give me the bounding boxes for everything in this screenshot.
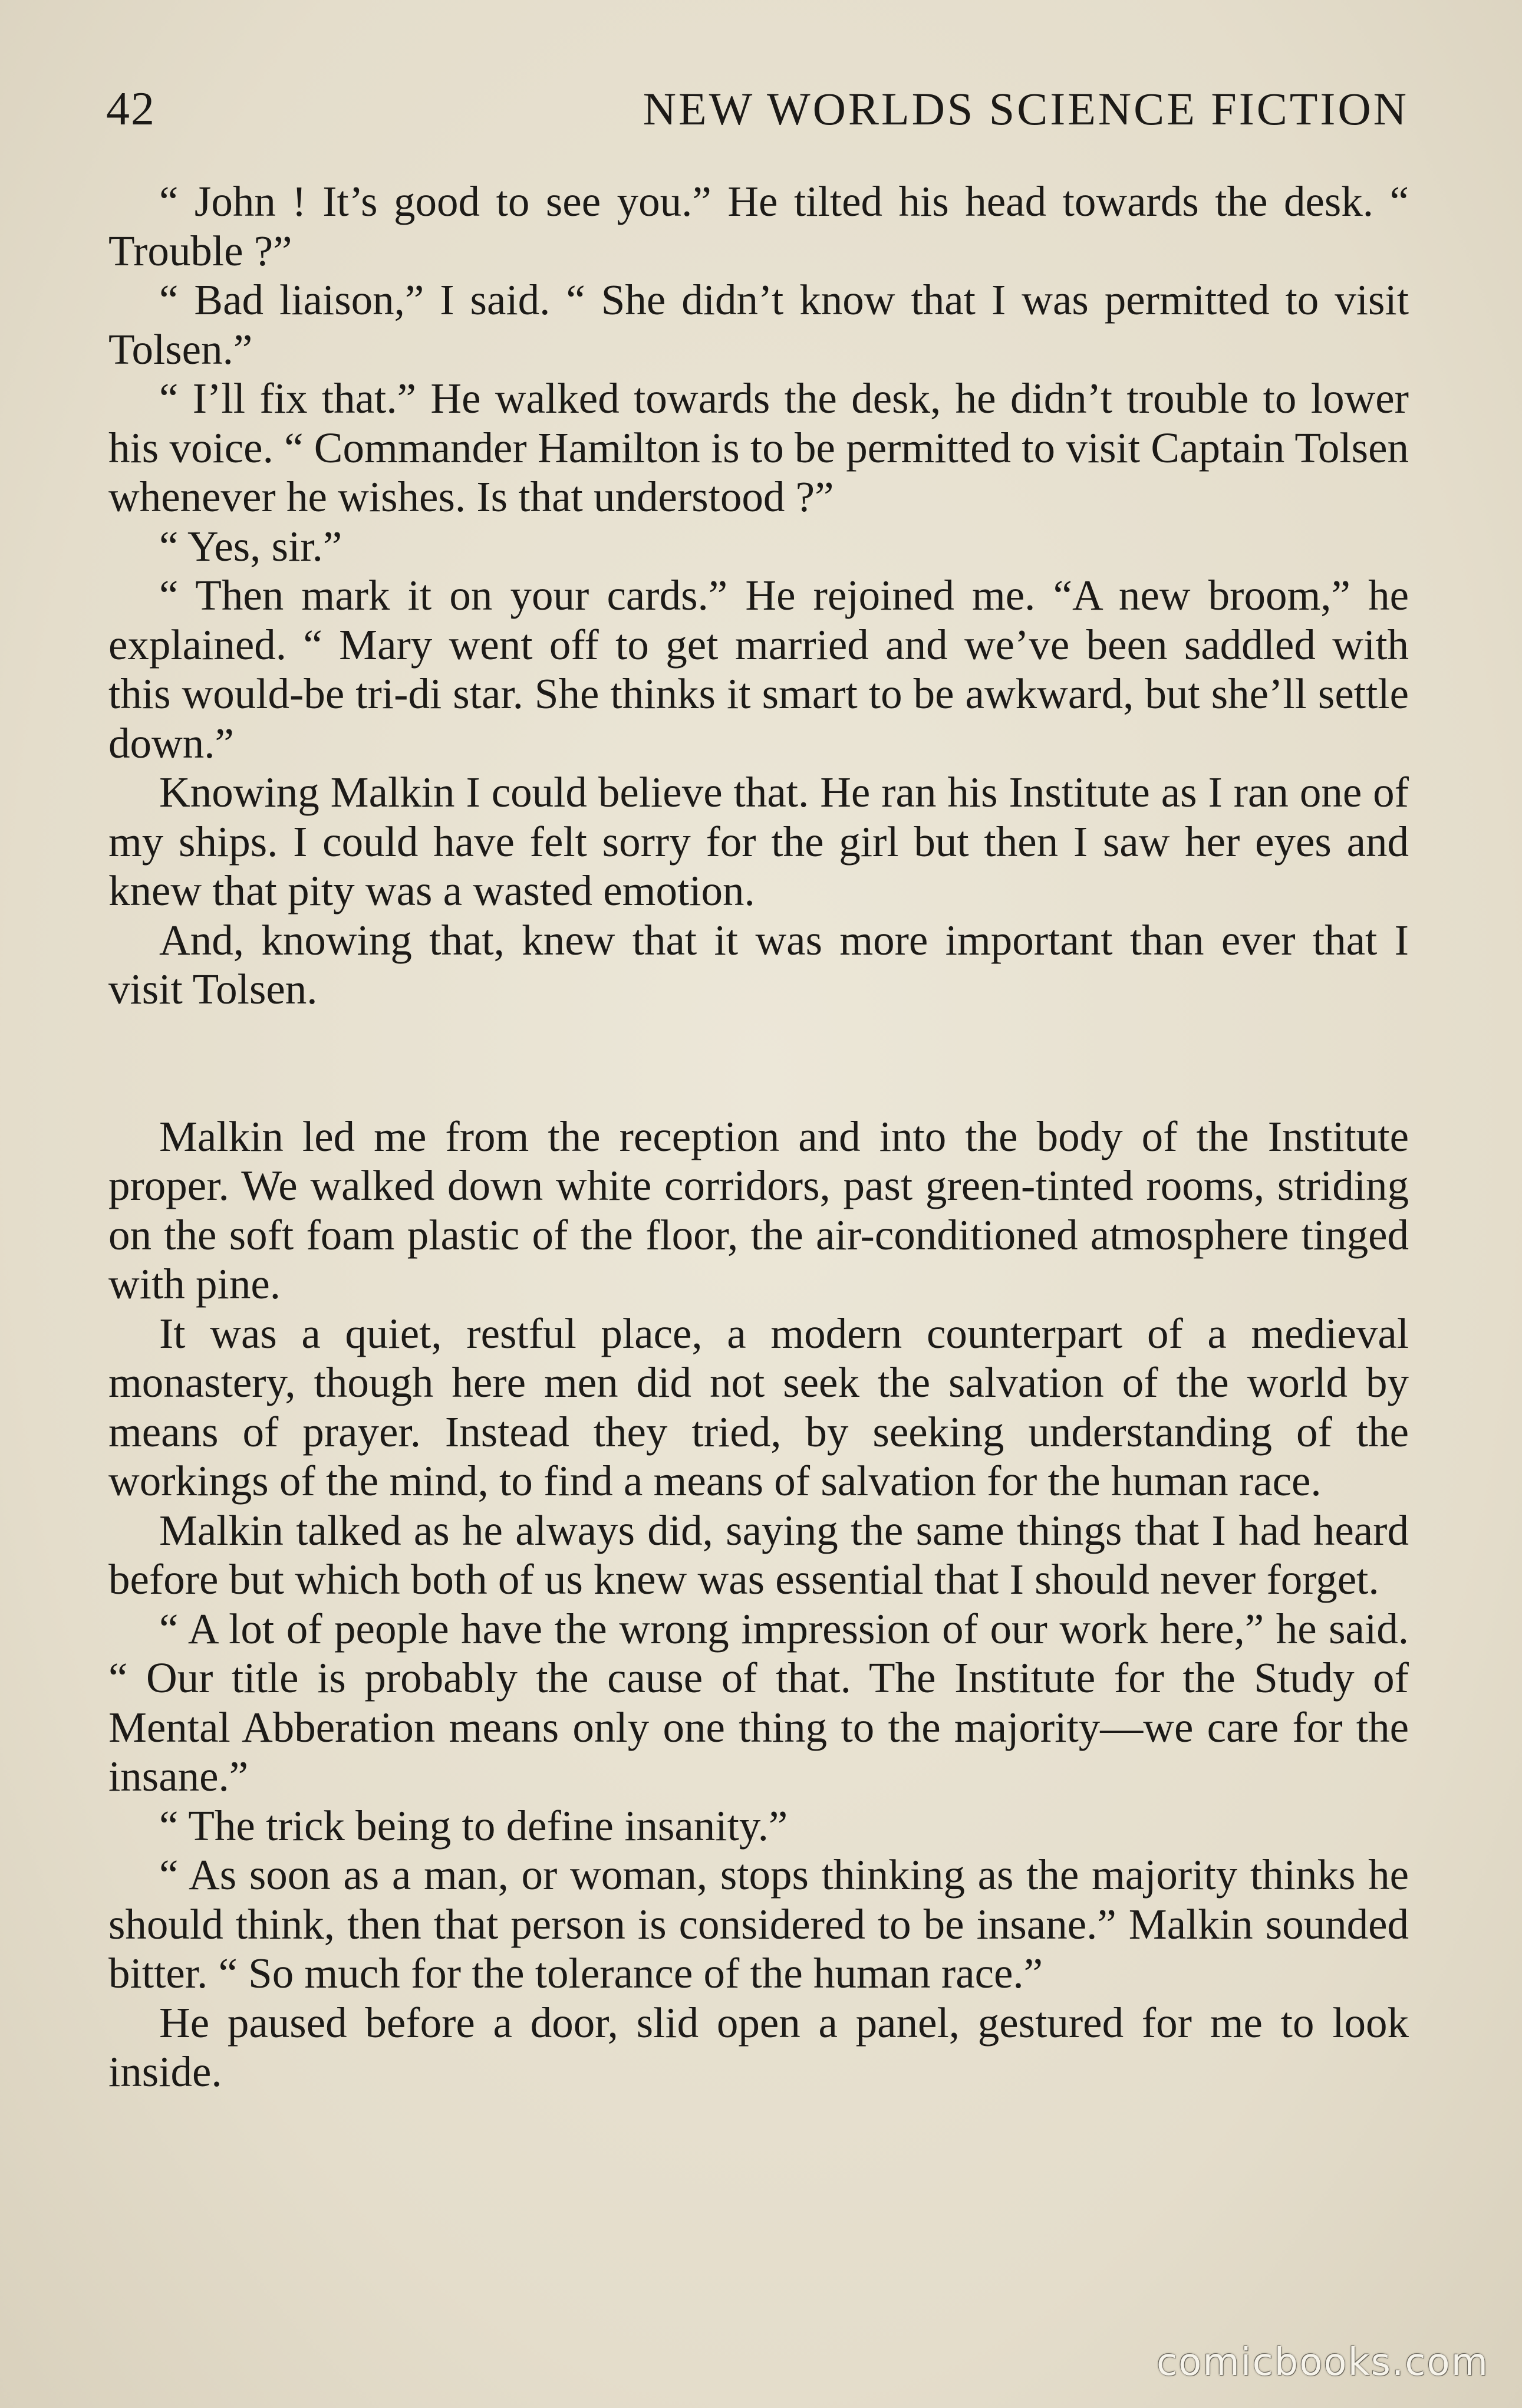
watermark: comicbooks.com <box>1156 2341 1489 2384</box>
body-text <box>108 177 1409 2097</box>
paragraph: He paused before a door, slid open a panel, gestured for me to look inside. <box>108 1998 1409 2096</box>
paragraph: “ John ! It’s good to see you.” He tilted his head towards the desk. “ Trouble ?” <box>108 177 1409 275</box>
paragraph: “ A lot of people have the wrong impression of our work here,” he said. “ Our title is probably the cause of that. The Institute for the Study of Mental Abberation means only one thing to the majority—we care for the insane.” <box>108 1604 1409 1800</box>
page-header <box>106 83 1409 147</box>
paragraph: “ Yes, sir.” <box>159 522 342 570</box>
paragraph: “ I’ll fix that.” He walked towards the desk, he didn’t trouble to lower his voice. “ Commander Hamilton is to be permitted to visit Captain Tolsen whenever he wishes. Is that understood ?” <box>108 374 1409 521</box>
paragraph: Malkin led me from the reception and into the body of the Institute proper. We walked down white corridors, past green-tinted rooms, striding on the soft foam plastic of the floor, the air-conditioned atmosphere tinged with pine. <box>108 1112 1409 1308</box>
paragraph: It was a quiet, restful place, a modern counterpart of a medieval monastery, though here men did not seek the salvation of the world by means of prayer. Instead they tried, by seeking understanding of the workings of the mind, to find a means of salvation for the human race. <box>108 1309 1409 1505</box>
paragraph: And, knowing that, knew that it was more important than ever that I visit Tolsen. <box>108 916 1409 1013</box>
paragraph: “ Bad liaison,” I said. “ She didn’t know that I was permitted to visit Tolsen.” <box>108 276 1409 373</box>
paragraph: “ Then mark it on your cards.” He rejoined me. “A new broom,” he explained. “ Mary went off to get married and we’ve been saddled with this would-be tri-di star. She thinks it smart to be awkward, but she’ll settle down.” <box>108 571 1409 767</box>
page-number: 42 <box>106 83 156 135</box>
paragraph: “ As soon as a man, or woman, stops thinking as the majority thinks he should think, then that person is considered to be insane.” Malkin sounded bitter. “ So much for the tolerance of the human race.” <box>108 1851 1409 1997</box>
running-head: NEW WORLDS SCIENCE FICTION <box>643 83 1409 134</box>
paragraph: “ The trick being to define insanity.” <box>159 1801 788 1850</box>
section-break <box>108 1014 1409 1112</box>
paragraph: Malkin talked as he always did, saying the same things that I had heard before but which both of us knew was essential that I should never forget. <box>108 1506 1409 1603</box>
paragraph: Knowing Malkin I could believe that. He ran his Institute as I ran one of my ships. I could have felt sorry for the girl but then I saw her eyes and knew that pity was a wasted emotion. <box>108 768 1409 914</box>
